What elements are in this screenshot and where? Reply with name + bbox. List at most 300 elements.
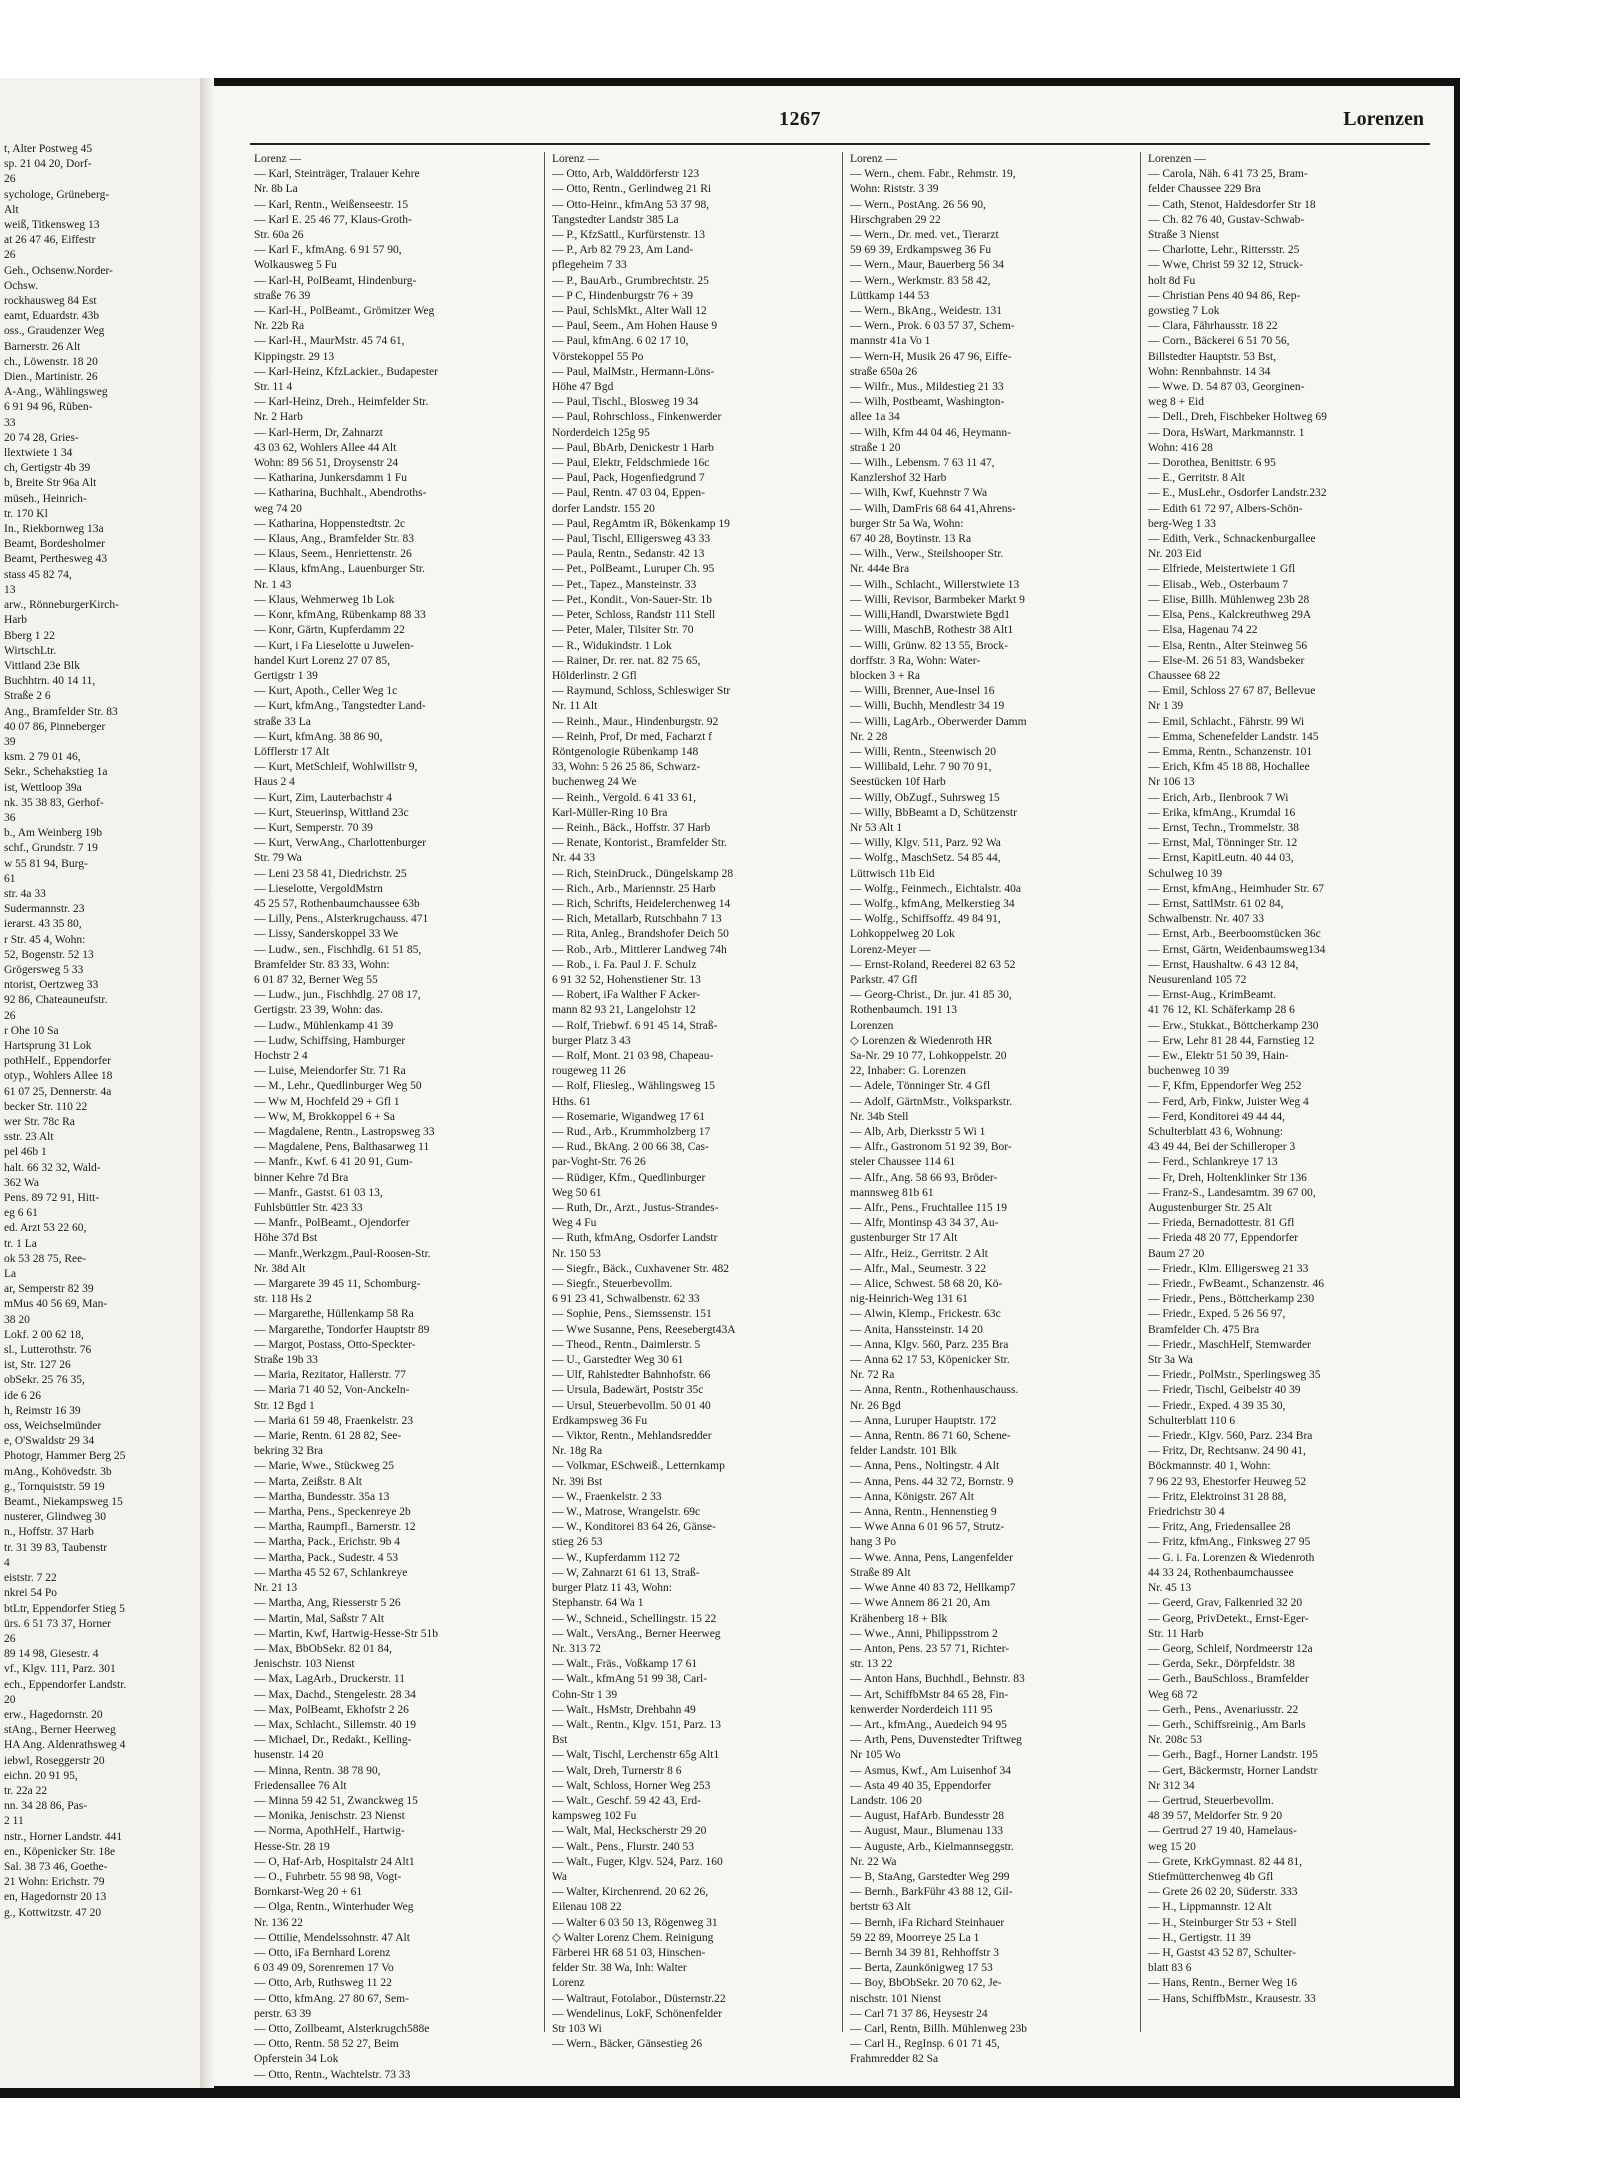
directory-entry-line: — Wolfg., MaschSetz. 54 85 44,: [850, 852, 1001, 865]
directory-entry-line: Weg 4 Fu: [552, 1217, 597, 1230]
directory-entry-line: Nr. 2 28: [850, 730, 888, 743]
directory-entry-line: ch, Gertigstr 4b 39: [4, 462, 91, 475]
directory-entry-line: Schwalbenstr. Nr. 407 33: [1148, 913, 1264, 926]
directory-entry-line: — Anton Hans, Buchhdl., Behnstr. 83: [850, 1673, 1025, 1686]
directory-entry-line: Lorenz-Meyer —: [850, 943, 931, 956]
directory-entry-line: — Theod., Rentn., Daimlerstr. 5: [552, 1338, 701, 1351]
directory-entry-line: 26: [4, 249, 16, 262]
directory-entry-line: Pens. 89 72 91, Hitt-: [4, 1192, 100, 1205]
directory-entry-line: — Otto, kfmAng. 27 80 67, Sem-: [254, 1992, 409, 2005]
directory-entry-line: Nr. 1 43: [254, 578, 292, 591]
directory-entry-line: — Minna, Rentn. 38 78 90,: [254, 1764, 381, 1777]
directory-entry-line: tr. 22a 22: [4, 1784, 48, 1797]
directory-entry-line: e, O'Swaldstr 29 34: [4, 1435, 95, 1448]
directory-entry-line: — Reinh., Bäck., Hoffstr. 37 Harb: [552, 821, 711, 834]
directory-entry-line: Str. 11 Harb: [1148, 1627, 1204, 1640]
directory-entry-line: Erdkampsweg 36 Fu: [552, 1414, 648, 1427]
directory-page: [214, 86, 1454, 2086]
directory-entry-line: — Minna 59 42 51, Zwanckweg 15: [254, 1794, 418, 1807]
directory-entry-line: — Rud., Arb., Krummholzberg 17: [552, 1126, 711, 1138]
directory-entry-line: — Dell., Dreh, Fischbeker Holtweg 69: [1148, 411, 1327, 424]
directory-entry-line: Buchhtrn. 40 14 11,: [4, 675, 96, 688]
directory-entry-line: pflegeheim 7 33: [552, 259, 627, 272]
directory-entry-line: Wohn: 416 28: [1148, 441, 1213, 454]
directory-entry-line: — Wilh., Verw., Steilshooper Str.: [850, 548, 1004, 561]
directory-entry-line: — Ursula, Badewärt, Poststr 35c: [552, 1384, 704, 1397]
directory-entry-line: Stephanstr. 64 Wa 1: [552, 1597, 644, 1610]
directory-entry-line: — Rich., Arb., Mariennstr. 25 Harb: [552, 882, 716, 895]
directory-entry-line: Seestücken 10f Harb: [850, 776, 946, 789]
directory-entry-line: obSekr. 25 76 35,: [4, 1374, 85, 1387]
directory-entry-line: — Walt., Pens., Flurstr. 240 53: [552, 1840, 694, 1853]
directory-entry-line: Nr 312 34: [1148, 1779, 1195, 1792]
directory-entry-line: Parkstr. 47 Gfl: [850, 973, 918, 986]
directory-entry-line: — Monika, Jenischstr. 23 Nienst: [254, 1810, 405, 1823]
directory-entry-line: — Otto-Heinr., kfmAng 53 37 98,: [552, 198, 710, 211]
directory-entry-line: ch., Löwenstr. 18 20: [4, 355, 98, 368]
directory-entry-line: — Walter 6 03 50 13, Rögenweg 31: [552, 1916, 718, 1929]
directory-entry-line: Karl-Müller-Ring 10 Bra: [552, 806, 668, 819]
directory-entry-line: — Martha, Raumpfl., Barnerstr. 12: [254, 1521, 416, 1534]
directory-entry-line: Geh., Ochsenw.Norder-: [4, 264, 113, 277]
directory-entry-line: berg-Weg 1 33: [1148, 517, 1216, 530]
directory-entry-line: — Ernst, KapitLeutn. 40 44 03,: [1148, 852, 1294, 865]
directory-entry-line: — Volkmar, ESchweiß., Letternkamp: [552, 1460, 725, 1473]
directory-entry-line: Nr. 2 Harb: [254, 411, 303, 424]
directory-entry-line: — Magdalene, Rentn., Lastropsweg 33: [254, 1126, 435, 1138]
directory-entry-line: Krähenberg 18 + Blk: [850, 1612, 948, 1625]
directory-entry-line: Beamt, Bordesholmer: [4, 538, 105, 551]
directory-entry-line: — Magdalene, Pens, Balthasarweg 11: [254, 1141, 430, 1154]
directory-entry-line: — Berta, Zaunkönigweg 17 53: [850, 1962, 993, 1975]
directory-entry-line: — Gerh., Schiffsreinig., Am Barls: [1148, 1718, 1306, 1731]
directory-entry-line: — Karl E. 25 46 77, Klaus-Groth-: [254, 213, 412, 226]
directory-entry-line: tr. 31 39 83, Taubenstr: [4, 1541, 108, 1554]
directory-entry-line: Gertigstr 1 39: [254, 669, 318, 682]
directory-entry-line: Alt: [4, 203, 19, 216]
directory-entry-line: — Fritz, Ang, Friedensallee 28: [1148, 1521, 1291, 1534]
directory-entry-line: ürs. 6 51 73 37, Horner: [4, 1617, 111, 1630]
directory-entry-line: Straße 19b 33: [254, 1354, 318, 1367]
directory-entry-line: Weg 50 61: [552, 1186, 602, 1199]
directory-entry-line: Vittland 23e Blk: [4, 659, 80, 672]
directory-entry-line: — Carl H., RegInsp. 6 01 71 45,: [850, 2038, 1000, 2051]
directory-entry-line: — Bernh., BarkFühr 43 88 12, Gil-: [850, 1886, 1013, 1899]
directory-entry-line: kenwerder Norderdeich 111 95: [850, 1703, 993, 1716]
directory-entry-line: — Franz-S., Landesamtm. 39 67 00,: [1148, 1186, 1316, 1199]
directory-entry-line: — Renate, Kontorist., Bramfelder Str.: [552, 837, 728, 850]
directory-entry-line: 45 25 57, Rothenbaumchaussee 63b: [254, 897, 420, 910]
directory-entry-line: — Marie, Wwe., Stückweg 25: [254, 1460, 394, 1473]
directory-entry-line: — Rud., BkAng. 2 00 66 38, Cas-: [552, 1141, 709, 1154]
directory-entry-line: w 55 81 94, Burg-: [4, 857, 88, 870]
directory-entry-line: — Karl-Herm, Dr, Zahnarzt: [254, 426, 383, 439]
directory-entry-line: Str 103 Wi: [552, 2022, 602, 2035]
directory-entry-line: — Lissy, Sanderskoppel 33 We: [254, 928, 399, 941]
scan-border-top: [0, 0, 1600, 78]
directory-entry-line: burger Platz 11 43, Wohn:: [552, 1582, 672, 1595]
directory-entry-line: Frahmredder 82 Sa: [850, 2053, 939, 2066]
directory-entry-line: — Rita, Anleg., Brandshofer Deich 50: [552, 928, 729, 941]
directory-entry-line: — Walt, Tischl, Lerchenstr 65g Alt1: [552, 1749, 720, 1762]
directory-entry-line: Beamt., Niekampsweg 15: [4, 1496, 123, 1509]
directory-entry-line: — Martha, Bundesstr. 35a 13: [254, 1490, 390, 1503]
directory-entry-line: — Ww, M, Brokkoppel 6 + Sa: [254, 1110, 395, 1123]
directory-entry-line: — Max, Dachd., Stengelestr. 28 34: [254, 1688, 416, 1701]
directory-entry-line: — Martha 45 52 67, Schlankreye: [254, 1566, 408, 1579]
directory-column-1: [254, 152, 538, 2083]
directory-entry-line: — Paul, Pack, Hogenfiedgrund 7: [552, 472, 705, 485]
directory-entry-line: Billstedter Hauptstr. 53 Bst,: [1148, 350, 1277, 363]
directory-entry-line: ierarst. 43 35 80,: [4, 918, 82, 931]
directory-entry-line: — Paul, SchlsMkt., Alter Wall 12: [552, 305, 707, 318]
directory-entry-line: Str. 60a 26: [254, 229, 304, 242]
directory-entry-line: 4: [4, 1556, 10, 1569]
directory-entry-line: — Karl F., kfmAng. 6 91 57 90,: [254, 244, 402, 257]
directory-entry-line: Nr 105 Wo: [850, 1749, 901, 1762]
directory-entry-line: — O., Fuhrbetr. 55 98 98, Vogt-: [254, 1870, 402, 1883]
directory-entry-line: mannsweg 81b 61: [850, 1186, 934, 1199]
directory-entry-line: ◇ Walter Lorenz Chem. Reinigung: [552, 1931, 714, 1944]
directory-entry-line: Bornkarst-Weg 20 + 61: [254, 1886, 363, 1899]
directory-entry-line: b., Am Weinberg 19b: [4, 827, 102, 840]
directory-entry-line: — P., BauArb., Grumbrechtstr. 25: [552, 274, 709, 287]
directory-entry-line: — Wilh, Kfm 44 04 46, Heymann-: [850, 426, 1011, 439]
directory-entry-line: — Martha, Ang, Riesserstr 5 26: [254, 1597, 401, 1610]
directory-entry-line: oss, Weichselmünder: [4, 1420, 102, 1433]
directory-entry-line: — Max, Schlacht., Sillemstr. 40 19: [254, 1718, 416, 1731]
directory-entry-line: — Erika, kfmAng., Krumdal 16: [1148, 806, 1296, 819]
directory-entry-line: ◇ Lorenzen & Wiedenroth HR: [850, 1034, 993, 1047]
directory-entry-line: WirtschLtr.: [4, 644, 57, 657]
directory-entry-line: Nr. 72 Ra: [850, 1369, 895, 1382]
directory-entry-line: Nr. 313 72: [552, 1642, 601, 1655]
directory-entry-line: — Peter, Maler, Tilsiter Str. 70: [552, 624, 694, 637]
directory-entry-line: Friedensallee 76 Alt: [254, 1779, 347, 1792]
directory-entry-line: — Kurt, VerwAng., Charlottenburger: [254, 837, 427, 850]
directory-entry-line: 92 86, Chateauneufstr.: [4, 994, 108, 1007]
directory-entry-line: — Paul, BbArb, Denickestr 1 Harb: [552, 441, 714, 454]
directory-entry-line: — W, Zahnarzt 61 61 13, Straß-: [552, 1566, 700, 1579]
directory-entry-line: — Marta, Zeißstr. 8 Alt: [254, 1475, 362, 1488]
directory-entry-line: nig-Heinrich-Weg 131 61: [850, 1293, 968, 1306]
directory-entry-line: Nr. 18g Ra: [552, 1445, 603, 1458]
directory-entry-line: Wohn: Riststr. 3 39: [850, 183, 939, 196]
directory-entry-line: — Manfr., Kwf. 6 41 20 91, Gum-: [254, 1156, 413, 1169]
directory-entry-line: sychologe, Grüneberg-: [4, 188, 110, 201]
directory-entry-line: Lorenzen —: [1148, 153, 1206, 165]
directory-entry-line: Str. 11 4: [254, 381, 293, 394]
directory-entry-line: — Wwe Anne 40 83 72, Hellkamp7: [850, 1582, 1016, 1595]
directory-entry-line: — Willy, ObZugf., Suhrsweg 15: [850, 791, 1000, 804]
directory-entry-line: nk. 35 38 83, Gerhof-: [4, 796, 104, 809]
directory-entry-line: — Karl-Heinz, Dreh., Heimfelder Str.: [254, 396, 429, 409]
directory-entry-line: — Wwe, Christ 59 32 12, Struck-: [1148, 259, 1304, 272]
directory-entry-line: — Max, BbObSekr. 82 01 84,: [254, 1642, 392, 1655]
directory-entry-line: — Friedr., Pens., Böttcherkamp 230: [1148, 1293, 1315, 1306]
directory-entry-line: 6 91 94 96, Rüben-: [4, 401, 93, 414]
directory-entry-line: — Ludw., jun., Fischhdlg. 27 08 17,: [254, 989, 421, 1002]
directory-entry-line: — Karl, Steinträger, Tralauer Kehre: [254, 168, 420, 181]
directory-entry-line: — Alice, Schwest. 58 68 20, Kö-: [850, 1278, 1003, 1291]
directory-entry-line: — Ernst, SattlMstr. 61 02 84,: [1148, 897, 1284, 910]
directory-entry-line: blatt 83 6: [1148, 1962, 1192, 1975]
directory-entry-line: Lorenz: [552, 1977, 585, 1990]
directory-entry-line: — Wwe. Anna, Pens, Langenfelder: [850, 1551, 1013, 1564]
directory-entry-line: — Anna, Königstr. 267 Alt: [850, 1490, 974, 1503]
directory-entry-line: Nr. 26 Bgd: [850, 1399, 901, 1412]
directory-entry-line: HA Ang. Aldenrathsweg 4: [4, 1739, 126, 1752]
directory-entry-line: schf., Grundstr. 7 19: [4, 842, 98, 855]
directory-entry-line: Nr. 208c 53: [1148, 1734, 1202, 1747]
directory-entry-line: stass 45 82 74,: [4, 568, 72, 581]
directory-entry-line: — B, StaAng, Garstedter Weg 299: [850, 1870, 1010, 1883]
directory-entry-line: steler Chaussee 114 61: [850, 1156, 956, 1169]
directory-entry-line: ar, Semperstr 82 39: [4, 1283, 94, 1296]
directory-entry-line: — Rich, Metallarb, Rutschbahn 7 13: [552, 913, 722, 926]
directory-entry-line: burger Platz 3 43: [552, 1034, 631, 1047]
directory-entry-line: — Wendelinus, LokF, Schönenfelder: [552, 2007, 723, 2020]
directory-entry-line: — Max, LagArb., Druckerstr. 11: [254, 1673, 405, 1686]
directory-entry-line: nusterer, Glindweg 30: [4, 1511, 107, 1524]
directory-entry-line: Norderdeich 125g 95: [552, 426, 650, 439]
directory-entry-line: par-Voght-Str. 76 26: [552, 1156, 646, 1169]
directory-entry-line: Hesse-Str. 28 19: [254, 1840, 330, 1853]
directory-entry-line: felder Str. 38 Wa, Inh: Walter: [552, 1962, 687, 1975]
directory-entry-line: 67 40 28, Boytinstr. 13 Ra: [850, 533, 972, 546]
directory-entry-line: r Ohe 10 Sa: [4, 1024, 59, 1037]
directory-entry-line: — Michael, Dr., Redakt., Kelling-: [254, 1734, 412, 1747]
directory-entry-line: 43 03 62, Wohlers Allee 44 Alt: [254, 441, 397, 454]
directory-entry-line: — Max, PolBeamt, Ekhofstr 2 26: [254, 1703, 409, 1716]
directory-entry-line: — Konr, kfmAng, Rübenkamp 88 33: [254, 609, 426, 622]
directory-entry-line: — Alwin, Klemp., Frickestr. 63c: [850, 1308, 1001, 1321]
directory-entry-line: — Alfr., Pens., Fruchtallee 115 19: [850, 1202, 1008, 1215]
directory-entry-line: — Walt., kfmAng 51 99 38, Carl-: [552, 1673, 708, 1686]
directory-entry-line: ok 53 28 75, Ree-: [4, 1252, 87, 1265]
directory-entry-line: — Georg, PrivDetekt., Ernst-Eger-: [1148, 1612, 1309, 1625]
directory-entry-line: blocken 3 + Ra: [850, 669, 921, 682]
directory-entry-line: g., Tornquiststr. 59 19: [4, 1480, 105, 1493]
directory-entry-line: iebwl, Roseggerstr 20: [4, 1754, 105, 1767]
directory-entry-line: en., Köpenicker Str. 18e: [4, 1845, 116, 1858]
directory-entry-line: — Paul, Seem., Am Hohen Hause 9: [552, 320, 718, 333]
directory-entry-line: 89 14 98, Giesestr. 4: [4, 1648, 99, 1661]
directory-entry-line: — Wilfr., Mus., Mildestieg 21 33: [850, 381, 1004, 394]
directory-entry-line: weg 8 + Eid: [1148, 396, 1204, 409]
directory-entry-line: ist, Wettloop 39a: [4, 781, 82, 794]
directory-entry-line: — Karl-Heinz, KfzLackier., Budapester: [254, 365, 438, 378]
directory-entry-line: — Elsa, Hagenau 74 22: [1148, 624, 1258, 637]
directory-entry-line: 36: [4, 811, 16, 824]
directory-entry-line: — Elfriede, Meistertwiete 1 Gfl: [1148, 563, 1296, 576]
directory-entry-line: — Alfr, Montinsp 43 34 37, Au-: [850, 1217, 999, 1230]
directory-entry-line: otyp., Wohlers Allee 18: [4, 1070, 113, 1083]
directory-entry-line: 52, Bogenstr. 52 13: [4, 948, 94, 961]
directory-entry-line: Baum 27 20: [1148, 1247, 1205, 1260]
directory-entry-line: — Willi, MaschB, Rothestr 38 Alt1: [850, 624, 1014, 637]
directory-entry-line: — Wilh., Schlacht., Willerstwiete 13: [850, 578, 1020, 591]
directory-entry-line: Bberg 1 22: [4, 629, 55, 642]
directory-entry-line: — Ruth, kfmAng, Osdorfer Landstr: [552, 1232, 718, 1245]
directory-entry-line: eiststr. 7 22: [4, 1572, 57, 1585]
directory-entry-line: — Maria 71 40 52, Von-Anckeln-: [254, 1384, 410, 1397]
directory-entry-line: — Emma, Schenefelder Landstr. 145: [1148, 730, 1319, 743]
directory-entry-line: felder Chaussee 229 Bra: [1148, 183, 1261, 196]
directory-entry-line: — August, Maur., Blumenau 133: [850, 1825, 1004, 1838]
directory-entry-line: 40 07 86, Pinneberger: [4, 720, 106, 733]
directory-entry-line: — Anna, Luruper Hauptstr. 172: [850, 1414, 997, 1427]
directory-entry-line: — Elsa, Pens., Kalckreuthweg 29A: [1148, 609, 1312, 622]
directory-entry-line: — Otto, Rentn. 58 52 27, Beim: [254, 2038, 399, 2051]
directory-entry-line: — Pet., PolBeamt., Luruper Ch. 95: [552, 563, 715, 576]
directory-entry-line: — E., Gerritstr. 8 Alt: [1148, 472, 1245, 485]
directory-entry-line: 362 Wa: [4, 1176, 39, 1189]
directory-entry-line: — Karl-H, PolBeamt, Hindenburg-: [254, 274, 417, 287]
directory-entry-line: — Elise, Billh. Mühlenweg 23b 28: [1148, 593, 1310, 606]
directory-entry-line: Nr. 150 53: [552, 1247, 601, 1260]
directory-entry-line: Nr 1 39: [1148, 700, 1184, 713]
directory-entry-line: — Georg-Christ., Dr. jur. 41 85 30,: [850, 989, 1012, 1002]
directory-entry-line: — Ernst, Gärtn, Weidenbaumsweg134: [1148, 943, 1326, 956]
directory-entry-line: Rothenbaumch. 191 13: [850, 1004, 957, 1017]
directory-entry-line: — Wern., PostAng. 26 56 90,: [850, 198, 986, 211]
directory-entry-line: Nr. 38d Alt: [254, 1262, 306, 1275]
directory-entry-line: — Anna, Rentn. 86 71 60, Schene-: [850, 1430, 1011, 1443]
directory-entry-line: — Paul, kfmAng. 6 02 17 10,: [552, 335, 689, 348]
directory-entry-line: — Wwe., Anni, Philippsstrom 2: [850, 1627, 998, 1640]
directory-entry-line: — Karl-H., MaurMstr. 45 74 61,: [254, 335, 405, 348]
directory-entry-line: — Emil, Schloss 27 67 87, Bellevue: [1148, 685, 1316, 698]
directory-entry-line: — Klaus, kfmAng., Lauenburger Str.: [254, 563, 425, 576]
directory-entry-line: — Clara, Fährhausstr. 18 22: [1148, 320, 1278, 333]
directory-entry-line: — Anna, Pens. 44 32 72, Bornstr. 9: [850, 1475, 1014, 1488]
directory-entry-line: h, Reimstr 16 39: [4, 1404, 81, 1417]
directory-entry-line: rockhausweg 84 Est: [4, 295, 97, 308]
directory-entry-line: Lüttkamp 144 53: [850, 289, 930, 302]
directory-entry-line: — Lilly, Pens., Alsterkrugchauss. 471: [254, 913, 429, 926]
directory-entry-line: Bramfelder Ch. 475 Bra: [1148, 1323, 1260, 1336]
directory-entry-line: — Carl, Rentn, Billh. Mühlenweg 23b: [850, 2022, 1027, 2035]
directory-entry-line: — Rainer, Dr. rer. nat. 82 75 65,: [552, 654, 701, 667]
directory-entry-line: — Paul, Rentn. 47 03 04, Eppen-: [552, 487, 705, 500]
directory-entry-line: — Walt, Dreh, Turnerstr 8 6: [552, 1764, 682, 1777]
directory-entry-line: — Bernh 34 39 81, Rehhoffstr 3: [850, 1946, 999, 1959]
directory-entry-line: Bramfelder Str. 83 33, Wohn:: [254, 958, 390, 971]
directory-entry-line: sstr. 23 Alt: [4, 1131, 54, 1144]
directory-entry-line: — Otto, Arb, Walddörferstr 123: [552, 168, 700, 181]
directory-entry-line: — Wern., Dr. med. vet., Tierarzt: [850, 229, 999, 242]
directory-entry-line: — Anna, Rentn., Rothenhauschauss.: [850, 1384, 1019, 1397]
directory-entry-line: — Corn., Bäckerei 6 51 70 56,: [1148, 335, 1290, 348]
directory-entry-line: — Rob., Arb., Mittlerer Landweg 74h: [552, 943, 727, 956]
directory-entry-line: gowstieg 7 Lok: [1148, 305, 1220, 318]
directory-entry-line: — Friedr., Klgv. 560, Parz. 234 Bra: [1148, 1430, 1313, 1443]
directory-entry-line: — Rolf, Fliesleg., Wählingsweg 15: [552, 1080, 716, 1093]
directory-entry-line: at 26 47 46, Eiffestr: [4, 234, 96, 247]
directory-entry-line: — Fritz, Elektroinst 31 28 88,: [1148, 1490, 1287, 1503]
directory-entry-line: — Marie, Rentn. 61 28 82, See-: [254, 1430, 402, 1443]
directory-entry-line: — Lieselotte, VergoldMstrn: [254, 882, 383, 895]
directory-entry-line: — Kurt, MetSchleif, Wohlwillstr 9,: [254, 761, 418, 774]
scan-border-bottom: [0, 2098, 1600, 2177]
directory-entry-line: — Friedr., FwBeamt., Schanzenstr. 46: [1148, 1278, 1324, 1291]
directory-entry-line: — Willi, Rentn., Steenwisch 20: [850, 745, 996, 758]
directory-entry-line: — Kurt, kfmAng. 38 86 90,: [254, 730, 383, 743]
directory-entry-line: Opferstein 34 Lok: [254, 2053, 339, 2066]
directory-entry-line: — H., Lippmannstr. 12 Alt: [1148, 1901, 1272, 1914]
directory-entry-line: — Alfr., Ang. 58 66 93, Bröder-: [850, 1171, 998, 1184]
directory-entry-line: — Otto, iFa Bernhard Lorenz: [254, 1946, 391, 1959]
directory-entry-line: — Ruth, Dr., Arzt., Justus-Strandes-: [552, 1202, 719, 1215]
directory-entry-line: — Ww M, Hochfeld 29 + Gfl 1: [254, 1095, 400, 1108]
directory-entry-line: dorfer Landstr. 155 20: [552, 502, 655, 515]
directory-entry-line: — Paul, Tischl., Blosweg 19 34: [552, 396, 699, 409]
directory-entry-line: 21 Wohn: Erichstr. 79: [4, 1876, 105, 1889]
directory-entry-line: kampsweg 102 Fu: [552, 1810, 637, 1823]
directory-entry-line: erw., Hagedornstr. 20: [4, 1708, 103, 1721]
directory-entry-line: — G. i. Fa. Lorenzen & Wiedenroth: [1148, 1551, 1315, 1564]
directory-entry-line: — Erich, Kfm 45 18 88, Hochallee: [1148, 761, 1310, 774]
directory-entry-line: — Erich, Arb., Ilenbrook 7 Wi: [1148, 791, 1289, 804]
directory-entry-line: — Siegfr., Steuerbevollm.: [552, 1278, 673, 1291]
directory-entry-line: — Klaus, Wehmerweg 1b Lok: [254, 593, 395, 606]
directory-entry-line: — Walt., Rentn., Klgv. 151, Parz. 13: [552, 1718, 722, 1731]
directory-entry-line: wer Str. 78c Ra: [4, 1116, 75, 1128]
directory-entry-line: — Luise, Meiendorfer Str. 71 Ra: [254, 1065, 406, 1078]
directory-entry-line: — Reinh., Maur., Hindenburgstr. 92: [552, 715, 719, 728]
directory-entry-line: Höhe 37d Bst: [254, 1232, 318, 1245]
directory-entry-line: — Kurt, Apoth., Celler Weg 1c: [254, 685, 398, 698]
directory-entry-line: 7 96 22 93, Ehestorfer Heuweg 52: [1148, 1475, 1307, 1488]
directory-entry-line: Ochsw.: [4, 279, 39, 292]
directory-entry-line: — Emil, Schlacht., Fährstr. 99 Wi: [1148, 715, 1305, 728]
directory-entry-line: — Fritz, kfmAng., Finksweg 27 95: [1148, 1536, 1311, 1549]
directory-entry-line: — Grete, KrkGymnast. 82 44 81,: [1148, 1855, 1302, 1868]
directory-entry-line: — Olga, Rentn., Winterhuder Weg: [254, 1901, 414, 1914]
directory-entry-line: — M., Lehr., Quedlinburger Weg 50: [254, 1080, 422, 1093]
directory-entry-line: — Arth, Pens, Duvenstedter Triftweg: [850, 1734, 1022, 1747]
directory-entry-line: Straße 2 6: [4, 690, 51, 703]
directory-entry-line: Wa: [552, 1870, 568, 1883]
directory-entry-line: Nr. 34b Stell: [850, 1110, 909, 1123]
directory-entry-line: — Ernst, Arb., Beerboomstücken 36c: [1148, 928, 1321, 941]
directory-entry-line: Kippingstr. 29 13: [254, 350, 335, 363]
directory-entry-line: — Walt., Geschf. 59 42 43, Erd-: [552, 1794, 701, 1807]
directory-entry-line: — E., MusLehr., Osdorfer Landstr.232: [1148, 487, 1327, 500]
directory-entry-line: — Wilh, DamFris 68 64 41,Ahrens-: [850, 502, 1016, 515]
directory-entry-line: Höhe 47 Bgd: [552, 381, 614, 394]
directory-entry-line: — Willibald, Lehr. 7 90 70 91,: [850, 761, 992, 774]
directory-entry-line: Lorenz —: [850, 153, 897, 165]
directory-entry-line: — Hans, Rentn., Berner Weg 16: [1148, 1977, 1297, 1990]
directory-entry-line: Wolkausweg 5 Fu: [254, 259, 337, 272]
directory-entry-line: — Raymund, Schloss, Schleswiger Str: [552, 685, 731, 698]
directory-entry-line: — W., Konditorei 83 64 26, Gänse-: [552, 1521, 716, 1534]
directory-entry-line: — Frieda 48 20 77, Eppendorfer: [1148, 1232, 1299, 1245]
directory-entry-line: nstr., Horner Landstr. 441: [4, 1830, 123, 1843]
directory-entry-line: — Robert, iFa Walther F Acker-: [552, 989, 701, 1002]
directory-entry-line: Sa-Nr. 29 10 77, Lohkoppelstr. 20: [850, 1049, 1007, 1062]
directory-entry-line: — Emma, Rentn., Schanzenstr. 101: [1148, 745, 1313, 758]
directory-entry-line: — Wolfg., Feinmech., Eichtalstr. 40a: [850, 882, 1022, 895]
directory-entry-line: felder Landstr. 101 Blk: [850, 1445, 957, 1458]
directory-entry-line: — Maria, Rezitator, Hallerstr. 77: [254, 1369, 406, 1382]
directory-entry-line: — Friedr., MaschHelf, Stemwarder: [1148, 1338, 1311, 1351]
directory-entry-line: Stiefmütterchenweg 4b Gfl: [1148, 1870, 1274, 1883]
directory-entry-line: — Alfr., Heiz., Gerritstr. 2 Alt: [850, 1247, 988, 1260]
directory-entry-line: mAng., Kohövedstr. 3b: [4, 1465, 112, 1478]
